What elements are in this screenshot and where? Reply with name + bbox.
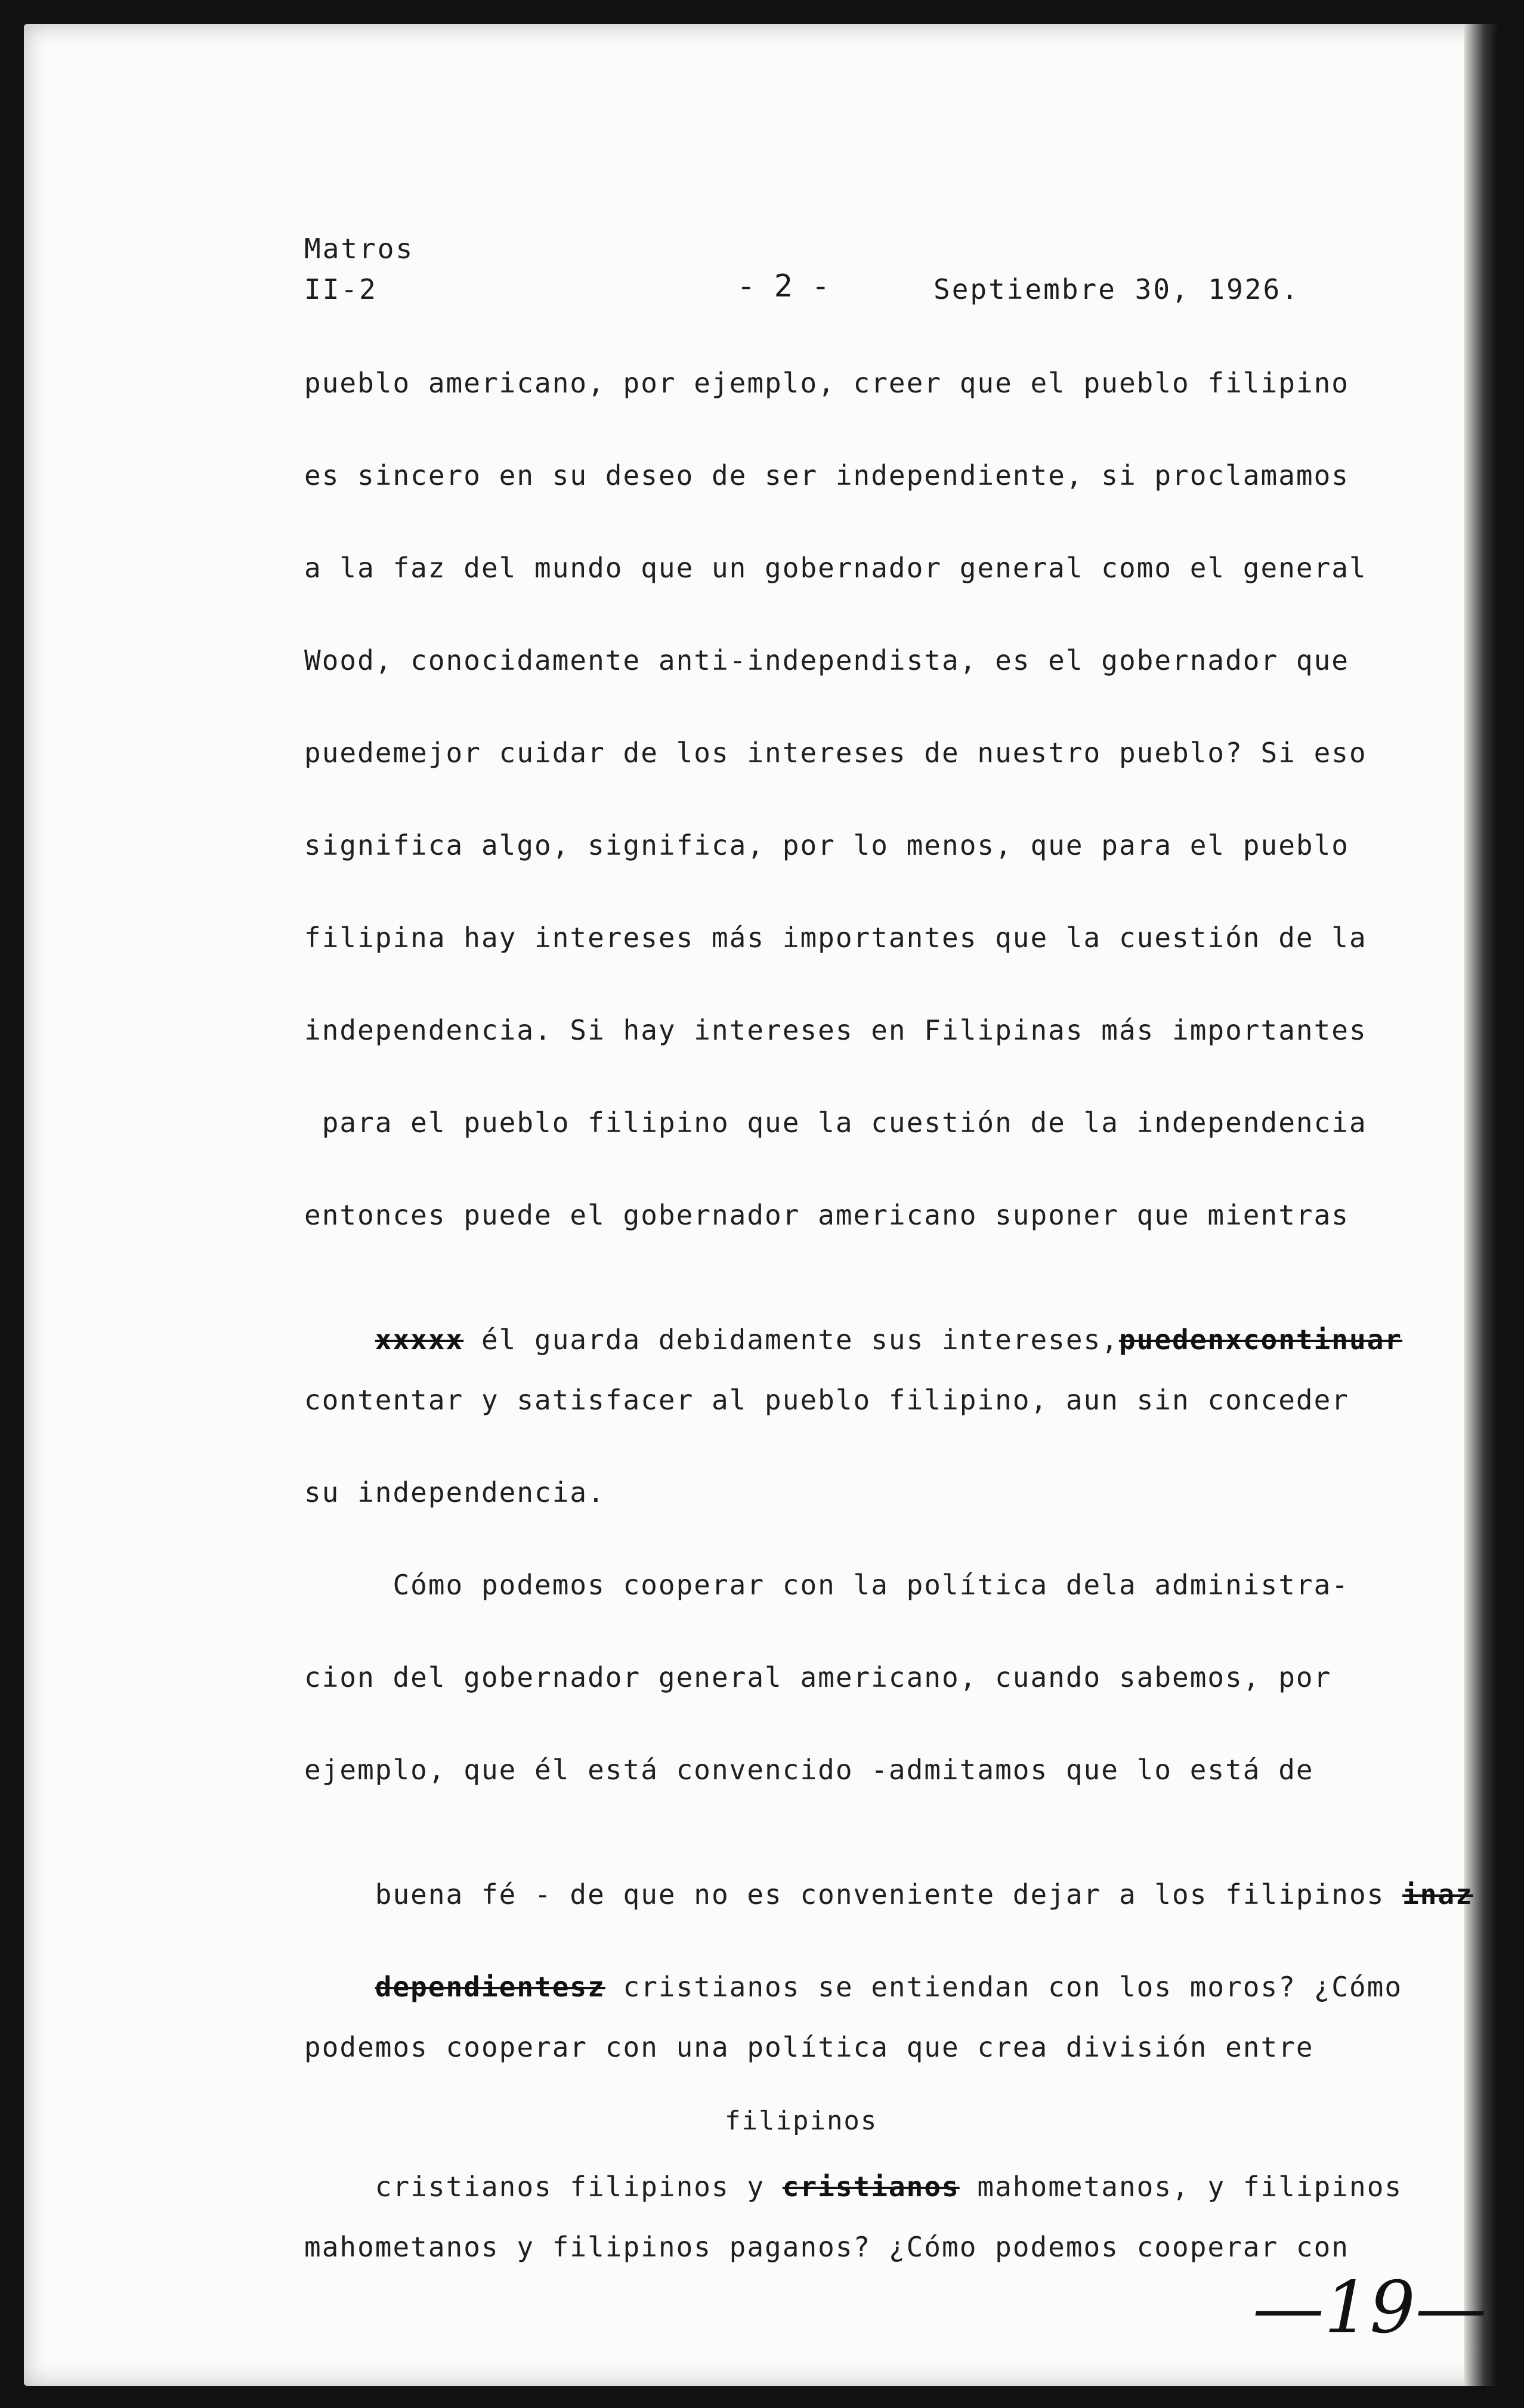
struck-text: inaz: [1402, 1878, 1473, 1911]
handwritten-folio-number: —19—: [1253, 2267, 1487, 2350]
struck-text: cristianos: [782, 2171, 960, 2203]
text-line-11: [304, 1291, 1438, 1388]
text-line-4: Wood, conocidamente anti-independista, es el gobernador que: [304, 644, 1349, 676]
header-author: Matros: [304, 233, 415, 265]
text-line-19: podemos cooperar con una política que crea división entre: [304, 2031, 1314, 2063]
page-number-mark: - 2 -: [737, 268, 830, 304]
header-file-ref: II-2: [304, 273, 378, 305]
text-line-7: filipina hay intereses más importantes que la cuestión de la: [304, 922, 1367, 954]
interlinear-insertion: filipinos: [725, 2106, 878, 2136]
text-line-13: su independencia.: [304, 1476, 605, 1509]
text-line-8: independencia. Si hay intereses en Filipinas más importantes: [304, 1014, 1367, 1046]
line-text: buena fé - de que no es conveniente dejar a los filipinos: [375, 1878, 1403, 1911]
text-line-20: [304, 2138, 1438, 2235]
text-line-3: a la faz del mundo que un gobernador general como el general: [304, 552, 1367, 584]
text-line-21: mahometanos y filipinos paganos? ¿Cómo podemos cooperar con: [304, 2231, 1349, 2263]
text-line-15: cion del gobernador general americano, cuando sabemos, por: [304, 1661, 1332, 1693]
line-text: mahometanos, y filipinos: [959, 2171, 1403, 2203]
text-line-9: para el pueblo filipino que la cuestión de la independencia: [304, 1106, 1367, 1139]
text-line-12: contentar y satisfacer al pueblo filipino, aun sin conceder: [304, 1384, 1349, 1416]
header-date: Septiembre 30, 1926.: [933, 273, 1300, 305]
struck-text: dependientesz: [375, 1971, 605, 2003]
document-page: [24, 24, 1497, 2386]
struck-text: xxxxx: [375, 1324, 464, 1356]
text-line-1: pueblo americano, por ejemplo, creer que el pueblo filipino: [304, 367, 1349, 399]
line-text: él guarda debidamente sus intereses,: [463, 1324, 1119, 1356]
text-line-18: [304, 1939, 1438, 2035]
text-line-5: puedemejor cuidar de los intereses de nuestro pueblo? Si eso: [304, 737, 1367, 769]
line-text: cristianos filipinos y: [375, 2171, 783, 2203]
line-text: cristianos se entiendan con los moros? ¿Cómo: [605, 1971, 1403, 2003]
text-line-17: [304, 1846, 1473, 1943]
text-line-14: Cómo podemos cooperar con la política dela administra-: [304, 1569, 1349, 1601]
text-line-6: significa algo, significa, por lo menos, que para el pueblo: [304, 829, 1349, 861]
text-line-10: entonces puede el gobernador americano suponer que mientras: [304, 1199, 1349, 1231]
struck-text: puedenxcontinuar: [1118, 1324, 1403, 1356]
text-line-16: ejemplo, que él está convencido -admitamos que lo está de: [304, 1754, 1314, 1786]
text-line-2: es sincero en su deseo de ser independiente, si proclamamos: [304, 459, 1349, 492]
page-edge-shadow: [1464, 24, 1497, 2386]
